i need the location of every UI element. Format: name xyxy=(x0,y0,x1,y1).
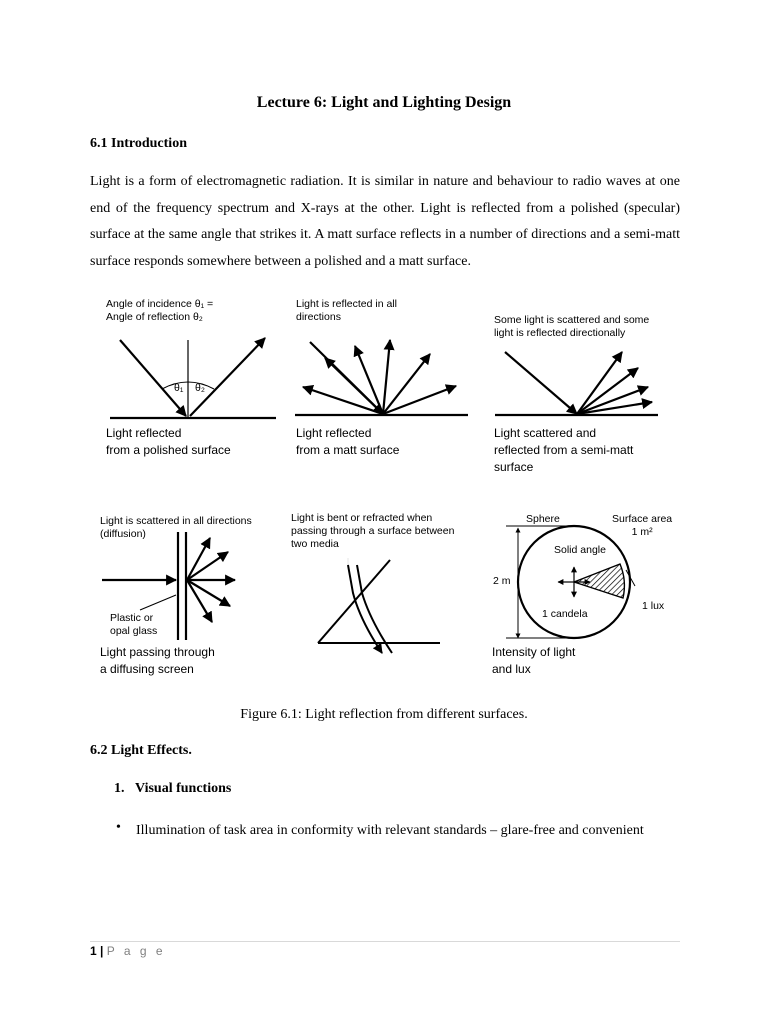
bullet-icon: • xyxy=(116,820,121,835)
semi-matt-top-label: Some light is scattered and some light is reflected directionally xyxy=(494,314,650,339)
semi-matt-incident-ray xyxy=(505,352,577,414)
lux-label: 1 lux xyxy=(642,600,665,612)
matt-reflected-ray xyxy=(303,387,383,414)
reflected-ray xyxy=(190,338,265,416)
solid-angle-sector xyxy=(574,564,624,598)
introduction-paragraph: Light is a form of electromagnetic radiation. It is similar in nature and behaviour to radio waves at one end of the frequency spectrum and X-rays at the other. Light is reflected from a polished (specular) surface at the same angle that strikes it. A matt surface reflects in a number of directions and a semi-matt surface responds somewhere between a polished and a matt surface. xyxy=(90,174,680,269)
solid-angle-label: Solid angle xyxy=(554,544,606,556)
theta2-label: θ₂ xyxy=(195,382,205,394)
intensity-caption: Intensity of light and lux xyxy=(492,645,576,676)
incident-ray xyxy=(120,340,186,416)
opal-glass-label: Plastic or opal glass xyxy=(110,612,158,637)
semi-matt-caption: Light scattered and reflected from a semi-matt surface xyxy=(494,426,634,474)
refraction-top-label: Light is bent or refracted when passing through a surface between two media xyxy=(291,512,455,550)
sphere-lux-diagram xyxy=(506,526,635,638)
diffused-ray xyxy=(187,580,230,606)
semi-matt-reflected-ray xyxy=(577,402,652,414)
theta1-label: θ₁ xyxy=(174,382,184,394)
refraction-diagram xyxy=(318,558,440,653)
section-heading-introduction: 6.1 Introduction xyxy=(90,136,187,151)
diffusing-caption: Light passing through a diffusing screen xyxy=(100,645,215,676)
refracted-ray xyxy=(348,565,382,653)
diffused-ray xyxy=(187,538,210,580)
numbered-item-visual-functions: 1. Visual functions xyxy=(114,781,232,796)
material-pointer xyxy=(140,595,176,610)
semi-matt-reflected-ray xyxy=(577,368,638,414)
diffusion-top-label: Light is scattered in all directions (diffusion) xyxy=(100,515,252,540)
page-footer xyxy=(90,944,166,958)
sphere-label: Sphere xyxy=(526,513,560,525)
matt-reflected-ray xyxy=(325,358,383,414)
page-number: 1 xyxy=(90,944,97,958)
diffused-ray xyxy=(187,552,228,580)
matt-top-label: Light is reflected in all directions xyxy=(296,298,397,323)
page-title: Lecture 6: Light and Lighting Design xyxy=(256,94,512,111)
section-heading-light-effects: 6.2 Light Effects. xyxy=(90,743,192,758)
surface-area-label: Surface area 1 m² xyxy=(612,513,673,538)
candela-label: 1 candela xyxy=(542,608,588,620)
polished-surface-diagram xyxy=(110,338,276,418)
matt-reflected-ray xyxy=(383,340,390,414)
polished-angle-label: Angle of incidence θ₁ = Angle of reflection θ₂ xyxy=(106,298,214,323)
bullet-illumination: Illumination of task area in conformity with relevant standards – glare-free and convenient xyxy=(136,823,644,838)
matt-reflected-ray xyxy=(355,346,383,414)
light-reflection-figure xyxy=(90,290,690,685)
matt-caption: Light reflected from a matt surface xyxy=(296,426,400,457)
page-word: P a g e xyxy=(106,944,166,958)
polished-caption: Light reflected from a polished surface xyxy=(106,426,231,457)
footer-divider xyxy=(90,941,680,942)
semi-matt-surface-diagram xyxy=(495,352,658,415)
figure-caption: Figure 6.1: Light reflection from different surfaces. xyxy=(240,707,528,722)
footer-separator: | xyxy=(96,944,107,958)
matt-surface-diagram xyxy=(295,340,468,415)
diameter-label: 2 m xyxy=(493,575,511,587)
